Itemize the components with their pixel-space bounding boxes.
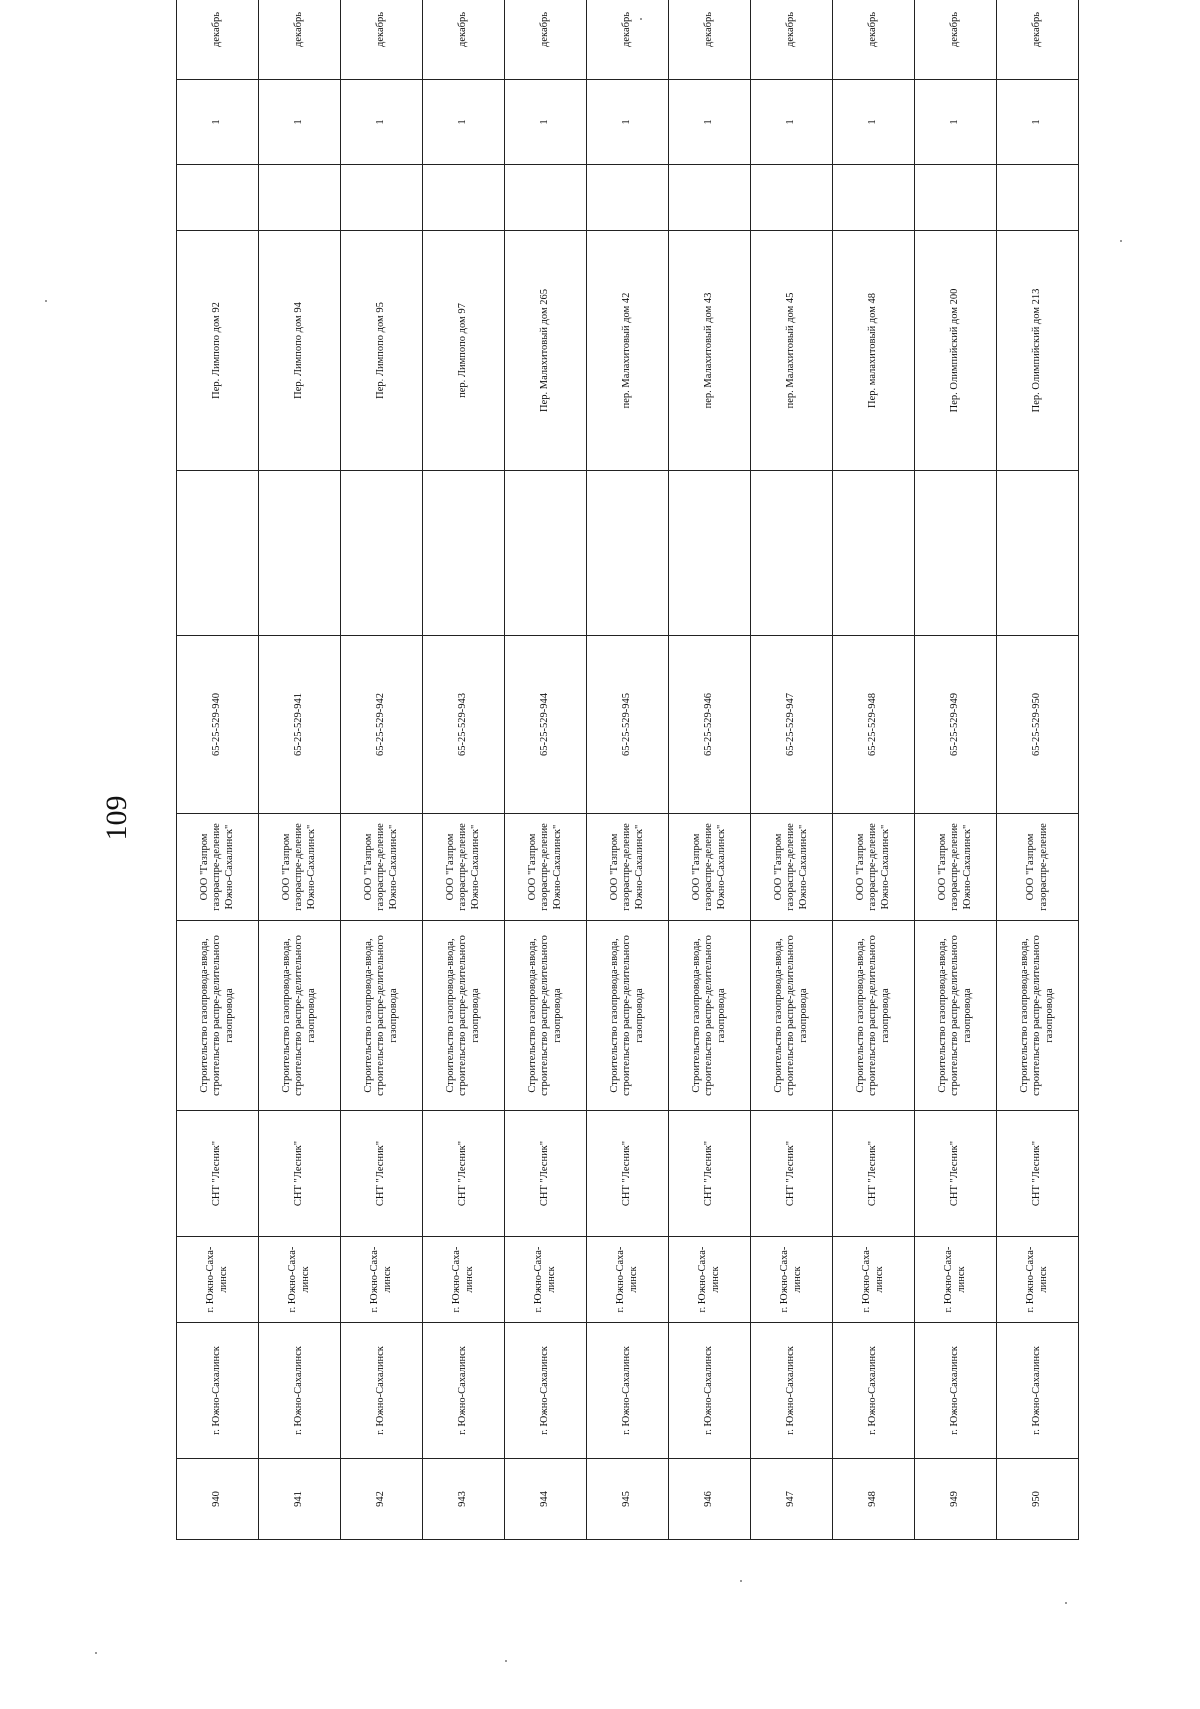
settlement-cell: г. Южно-Саха-линск [997, 1237, 1079, 1323]
settlement-cell: г. Южно-Саха-линск [587, 1237, 669, 1323]
address-cell: Пер. малахитовый дом 48 [833, 231, 915, 471]
month-cell: декабрь [997, 0, 1079, 80]
work-type-cell: Строительство газопровода-ввода, строительство распре-делительного газопровода [833, 921, 915, 1111]
month-cell: декабрь [587, 0, 669, 80]
month-cell: декабрь [177, 0, 259, 80]
scan-speck [1120, 240, 1122, 242]
municipality-cell: г. Южно-Сахалинск [341, 1323, 423, 1459]
settlement-cell: г. Южно-Саха-линск [751, 1237, 833, 1323]
settlement-cell: г. Южно-Саха-линск [505, 1237, 587, 1323]
empty-cell [505, 471, 587, 636]
organization-cell: ООО "Газпром газораспре-деление Южно-Сахалинск" [177, 814, 259, 921]
snt-cell: СНТ "Лесник" [423, 1111, 505, 1237]
settlement-cell: г. Южно-Саха-линск [341, 1237, 423, 1323]
organization-cell: ООО "Газпром газораспре-деление Южно-Сахалинск" [341, 814, 423, 921]
empty-cell [997, 471, 1079, 636]
empty-cell [751, 165, 833, 231]
empty-cell [587, 165, 669, 231]
snt-cell: СНТ "Лесник" [751, 1111, 833, 1237]
empty-cell [669, 165, 751, 231]
snt-cell: СНТ "Лесник" [915, 1111, 997, 1237]
empty-cell [669, 471, 751, 636]
organization-cell: ООО "Газпром газораспре-деление Южно-Сахалинск" [259, 814, 341, 921]
municipality-cell: г. Южно-Сахалинск [915, 1323, 997, 1459]
table-row [423, 0, 505, 1540]
scan-speck [95, 1652, 97, 1654]
row-number-cell: 940 [177, 1459, 259, 1540]
quantity-cell: 1 [669, 80, 751, 165]
snt-cell: СНТ "Лесник" [833, 1111, 915, 1237]
scan-speck [1065, 1602, 1067, 1604]
empty-cell [915, 471, 997, 636]
snt-cell: СНТ "Лесник" [997, 1111, 1079, 1237]
quantity-cell: 1 [341, 80, 423, 165]
rotated-table-frame [176, 12, 1078, 1540]
quantity-cell: 1 [587, 80, 669, 165]
table-row [177, 0, 259, 1540]
row-number-cell: 943 [423, 1459, 505, 1540]
work-type-cell: Строительство газопровода-ввода, строительство распре-делительного газопровода [177, 921, 259, 1111]
work-type-cell: Строительство газопровода-ввода, строительство распре-делительного газопровода [997, 921, 1079, 1111]
object-code-cell: 65-25-529-942 [341, 636, 423, 814]
settlement-cell: г. Южно-Саха-линск [423, 1237, 505, 1323]
quantity-cell: 1 [915, 80, 997, 165]
object-code-cell: 65-25-529-940 [177, 636, 259, 814]
quantity-cell: 1 [423, 80, 505, 165]
organization-cell: ООО "Газпром газораспре-деление Южно-Сахалинск" [669, 814, 751, 921]
row-number-cell: 941 [259, 1459, 341, 1540]
scan-speck [45, 300, 47, 302]
row-number-cell: 950 [997, 1459, 1079, 1540]
empty-cell [505, 165, 587, 231]
organization-cell: ООО "Газпром газораспре-деление Южно-Сахалинск" [833, 814, 915, 921]
snt-cell: СНТ "Лесник" [177, 1111, 259, 1237]
work-type-cell: Строительство газопровода-ввода, строительство распре-делительного газопровода [423, 921, 505, 1111]
object-code-cell: 65-25-529-943 [423, 636, 505, 814]
address-cell: Пер. Лимпопо дом 92 [177, 231, 259, 471]
scan-speck [740, 1580, 742, 1582]
municipality-cell: г. Южно-Сахалинск [997, 1323, 1079, 1459]
address-cell: пер. Малахитовый дом 45 [751, 231, 833, 471]
work-type-cell: Строительство газопровода-ввода, строительство распре-делительного газопровода [751, 921, 833, 1111]
address-cell: Пер. Лимпопо дом 95 [341, 231, 423, 471]
empty-cell [833, 471, 915, 636]
table-row [997, 0, 1079, 1540]
organization-cell: ООО "Газпром газораспре-деление Южно-Сахалинск" [587, 814, 669, 921]
page-number: 109 [100, 795, 133, 841]
table-row [833, 0, 915, 1540]
empty-cell [423, 471, 505, 636]
address-cell: пер. Малахитовый дом 42 [587, 231, 669, 471]
municipality-cell: г. Южно-Сахалинск [259, 1323, 341, 1459]
organization-cell: ООО "Газпром газораспре-деление [997, 814, 1079, 921]
table-row [915, 0, 997, 1540]
row-number-cell: 947 [751, 1459, 833, 1540]
municipality-cell: г. Южно-Сахалинск [423, 1323, 505, 1459]
row-number-cell: 945 [587, 1459, 669, 1540]
quantity-cell: 1 [997, 80, 1079, 165]
quantity-cell: 1 [505, 80, 587, 165]
snt-cell: СНТ "Лесник" [259, 1111, 341, 1237]
month-cell: декабрь [915, 0, 997, 80]
empty-cell [997, 165, 1079, 231]
empty-cell [751, 471, 833, 636]
empty-cell [177, 471, 259, 636]
object-code-cell: 65-25-529-941 [259, 636, 341, 814]
address-cell: Пер. Малахитовый дом 265 [505, 231, 587, 471]
organization-cell: ООО "Газпром газораспре-деление Южно-Сахалинск" [423, 814, 505, 921]
empty-cell [341, 165, 423, 231]
empty-cell [423, 165, 505, 231]
settlement-cell: г. Южно-Саха-линск [177, 1237, 259, 1323]
settlement-cell: г. Южно-Саха-линск [259, 1237, 341, 1323]
object-code-cell: 65-25-529-946 [669, 636, 751, 814]
row-number-cell: 949 [915, 1459, 997, 1540]
month-cell: декабрь [505, 0, 587, 80]
month-cell: декабрь [259, 0, 341, 80]
table-row [751, 0, 833, 1540]
table-body [177, 0, 1079, 1540]
month-cell: декабрь [341, 0, 423, 80]
quantity-cell: 1 [751, 80, 833, 165]
snt-cell: СНТ "Лесник" [587, 1111, 669, 1237]
object-code-cell: 65-25-529-948 [833, 636, 915, 814]
row-number-cell: 942 [341, 1459, 423, 1540]
scan-speck [640, 18, 642, 20]
empty-cell [259, 471, 341, 636]
address-cell: Пер. Олимпийский дом 213 [997, 231, 1079, 471]
empty-cell [177, 165, 259, 231]
empty-cell [341, 471, 423, 636]
object-code-cell: 65-25-529-945 [587, 636, 669, 814]
row-number-cell: 946 [669, 1459, 751, 1540]
snt-cell: СНТ "Лесник" [669, 1111, 751, 1237]
work-type-cell: Строительство газопровода-ввода, строительство распре-делительного газопровода [341, 921, 423, 1111]
work-type-cell: Строительство газопровода-ввода, строительство распре-делительного газопровода [505, 921, 587, 1111]
municipality-cell: г. Южно-Сахалинск [505, 1323, 587, 1459]
table-row [259, 0, 341, 1540]
object-code-cell: 65-25-529-950 [997, 636, 1079, 814]
municipality-cell: г. Южно-Сахалинск [669, 1323, 751, 1459]
settlement-cell: г. Южно-Саха-линск [833, 1237, 915, 1323]
empty-cell [259, 165, 341, 231]
month-cell: декабрь [833, 0, 915, 80]
work-type-cell: Строительство газопровода-ввода, строительство распре-делительного газопровода [915, 921, 997, 1111]
municipality-cell: г. Южно-Сахалинск [751, 1323, 833, 1459]
row-number-cell: 944 [505, 1459, 587, 1540]
table-row [505, 0, 587, 1540]
month-cell: декабрь [423, 0, 505, 80]
settlement-cell: г. Южно-Саха-линск [669, 1237, 751, 1323]
organization-cell: ООО "Газпром газораспре-деление Южно-Сахалинск" [751, 814, 833, 921]
organization-cell: ООО "Газпром газораспре-деление Южно-Сахалинск" [505, 814, 587, 921]
month-cell: декабрь [751, 0, 833, 80]
quantity-cell: 1 [259, 80, 341, 165]
object-code-cell: 65-25-529-947 [751, 636, 833, 814]
empty-cell [587, 471, 669, 636]
gasification-table [176, 0, 1079, 1540]
table-row [669, 0, 751, 1540]
quantity-cell: 1 [833, 80, 915, 165]
municipality-cell: г. Южно-Сахалинск [833, 1323, 915, 1459]
table-row [587, 0, 669, 1540]
settlement-cell: г. Южно-Саха-линск [915, 1237, 997, 1323]
organization-cell: ООО "Газпром газораспре-деление Южно-Сахалинск" [915, 814, 997, 921]
table-row [341, 0, 423, 1540]
snt-cell: СНТ "Лесник" [505, 1111, 587, 1237]
empty-cell [915, 165, 997, 231]
address-cell: Пер. Лимпопо дом 94 [259, 231, 341, 471]
month-cell: декабрь [669, 0, 751, 80]
quantity-cell: 1 [177, 80, 259, 165]
work-type-cell: Строительство газопровода-ввода, строительство распре-делительного газопровода [669, 921, 751, 1111]
row-number-cell: 948 [833, 1459, 915, 1540]
work-type-cell: Строительство газопровода-ввода, строительство распре-делительного газопровода [259, 921, 341, 1111]
municipality-cell: г. Южно-Сахалинск [177, 1323, 259, 1459]
address-cell: пер. Малахитовый дом 43 [669, 231, 751, 471]
address-cell: Пер. Олимпийский дом 200 [915, 231, 997, 471]
address-cell: пер. Лимпопо дом 97 [423, 231, 505, 471]
empty-cell [833, 165, 915, 231]
object-code-cell: 65-25-529-944 [505, 636, 587, 814]
municipality-cell: г. Южно-Сахалинск [587, 1323, 669, 1459]
object-code-cell: 65-25-529-949 [915, 636, 997, 814]
scan-speck [505, 1660, 507, 1662]
snt-cell: СНТ "Лесник" [341, 1111, 423, 1237]
work-type-cell: Строительство газопровода-ввода, строительство распре-делительного газопровода [587, 921, 669, 1111]
